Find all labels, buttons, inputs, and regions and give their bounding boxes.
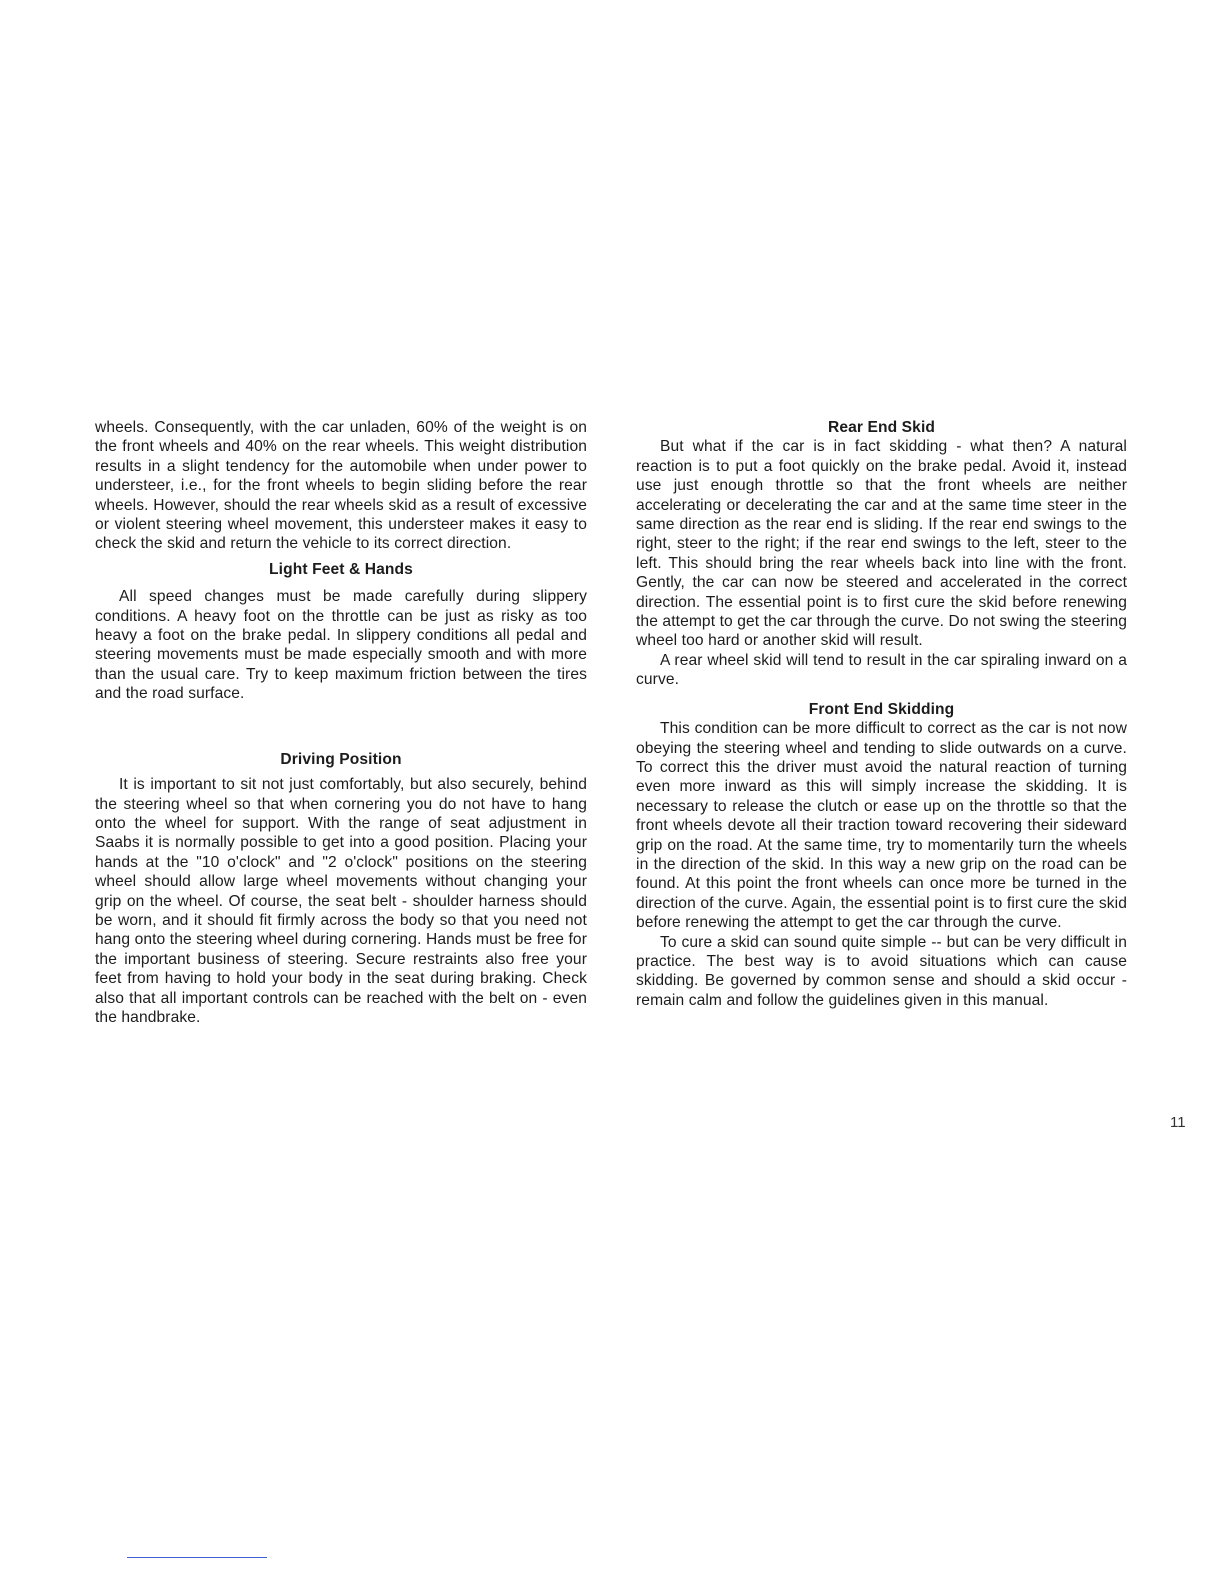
light-feet-paragraph: All speed changes must be made carefully during slippery conditions. A heavy foot on the throttle can be just as risky as too heavy a foot on the brake pedal. In slippery conditions all pedal and steering movements must be made especially smooth and with more than the usual care. Try to keep maximum friction between the tires and the road surface. — [95, 588, 587, 703]
page-number: 11 — [1170, 1114, 1186, 1131]
driving-position-heading: Driving Position — [280, 750, 402, 768]
light-feet-heading: Light Feet & Hands — [269, 560, 413, 578]
driving-position-paragraph: It is important to sit not just comfortably, but also securely, behind the steering wheel so that when cornering you do not have to hang onto the wheel for support. With the range of seat adjustment in Saabs it is normally possible to get into a good position. Placing your hands at the "10 o'clock" and "2 o'clock" positions on the steering wheel should allow large wheel movements without changing your grip on the wheel. Of course, the seat belt - shoulder harness should be worn, and it should fit firmly across the body so that you need not hang onto the steering wheel during cornering. Hands must be free for the important business of steering. Secure restraints also free your feet from having to hold your body in the seat during braking. Check also that all important controls can be reached with the belt on - even the handbrake. — [95, 776, 587, 1026]
footnote-rule — [127, 1557, 267, 1558]
front-end-skidding-paragraph-1: This condition can be more difficult to correct as the car is not now obeying the steering wheel and tending to slide outwards on a curve. To correct this the driver must avoid the natural reaction of turning even more inward as this will simply increase the skidding. It is necessary to release the clutch or ease up on the throttle so that the front wheels devote all their traction toward recovering their sideward grip on the road. At the same time, try to momentarily turn the wheels in the direction of the skid. In this way a new grip on the road can be found. At this point the front wheels can once more be turned in the direction of the curve. Again, the essential point is to first cure the skid before renewing the attempt to get the car through the curve. — [636, 720, 1127, 932]
right-column — [636, 418, 1127, 1010]
front-end-skidding-paragraph-2: To cure a skid can sound quite simple -- but can be very difficult in practice. The best way is to avoid situations which can cause skidding. Be governed by common sense and should a skid occur - remain calm and follow the guidelines given in this manual. — [636, 933, 1127, 1009]
left-column — [95, 418, 587, 1027]
rear-end-skid-paragraph-2: A rear wheel skid will tend to result in the car spiraling inward on a curve. — [636, 651, 1127, 689]
rear-end-skid-paragraph-1: But what if the car is in fact skidding - what then? A natural reaction is to put a foot quickly on the brake pedal. Avoid it, instead use just enough throttle so that the front wheels are neither accelerating or decelerating the car and at the same time steer in the same direction as the rear end is sliding. If the rear end swings to the right, steer to the right; if the rear end swings to the left, steer to the left. This should bring the rear wheels back into line with the front. Gently, the car can now be steered and accelerated in the correct direction. The essential point is to first cure the skid before renewing the attempt to get the car through the curve. Do not swing the steering wheel too hard or another skid will result. — [636, 438, 1127, 650]
rear-end-skid-heading: Rear End Skid — [827, 419, 936, 436]
continued-paragraph: wheels. Consequently, with the car unladen, 60% of the weight is on the front wheels and 40% on the rear wheels. This weight distribution results in a slight tendency for the automobile when under power to understeer, i.e., for the front wheels to begin sliding before the rear wheels. However, should the rear wheels skid as a result of excessive or violent steering wheel movement, this understeer makes it easy to check the skid and return the vehicle to its correct direction. — [95, 419, 587, 553]
front-end-skidding-heading: Front End Skidding — [808, 700, 955, 718]
